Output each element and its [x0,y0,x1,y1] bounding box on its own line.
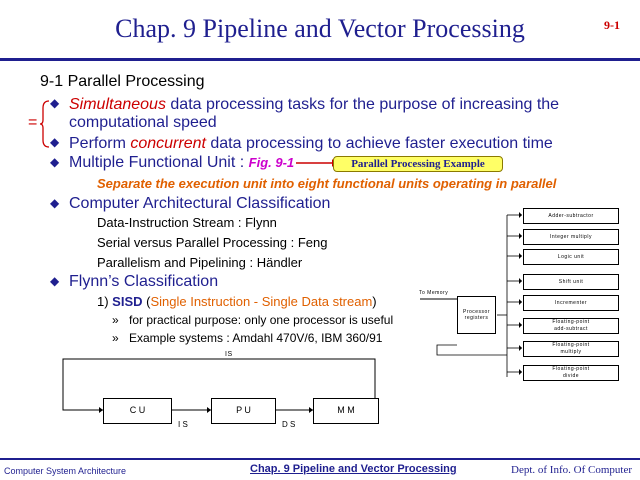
emphasis-concurrent: concurrent [130,135,206,152]
mm-label: M M [337,405,355,415]
functional-unit-label: Floating-point [552,319,590,325]
bullet-concurrent [69,135,553,153]
functional-unit-label: Floating-point [552,366,590,372]
ds-label: D S [282,420,296,429]
diamond-bullet-icon: ◆ [50,155,60,169]
sisd-description: Single Instruction - Single Data stream [150,294,373,309]
functional-unit [523,295,619,311]
classification-item: Serial versus Parallel Processing : Feng [97,235,328,250]
bullet-2-prefix: Perform [69,135,131,152]
sisd-sub-item: Example systems : Amdahl 470V/6, IBM 360/91 [129,331,383,345]
diamond-bullet-icon: ◆ [50,96,60,110]
functional-unit-label: divide [562,373,580,379]
sisd-number: 1) [97,294,113,309]
functional-unit-label: Shift unit [558,279,584,285]
sisd-acronym: SISD [112,294,143,309]
functional-unit [523,341,619,357]
sisd-open-paren: ( [142,294,151,309]
page-number: 9-1 [604,18,620,32]
bullet-architectural-classification: Computer Architectural Classification [69,195,331,212]
arrow-icon [296,158,336,168]
diamond-bullet-icon: ◆ [50,274,60,288]
parallel-processing-example-badge[interactable]: Parallel Processing Example [333,156,503,172]
chevron-right-icon: » [112,313,119,327]
bullet-flynn-classification: Flynn’s Classification [69,273,219,290]
is-top-label: IS [225,351,233,358]
is-label: I S [178,420,188,429]
section-heading: 9-1 Parallel Processing [40,73,205,90]
functional-unit [523,318,619,334]
sisd-line [97,294,377,309]
functional-unit [523,249,619,265]
functional-unit-label: Adder-subtractor [548,213,594,219]
fig-reference[interactable]: Fig. 9-1 [248,155,295,170]
functional-unit [523,208,619,224]
diamond-bullet-icon: ◆ [50,135,60,149]
to-memory-label: To Memory [419,290,449,296]
sisd-close-paren: ) [372,294,377,309]
bullet-2-text: data processing to achieve faster execution time [205,135,553,152]
sisd-sub-item: for practical purpose: only one processor is useful [129,313,394,327]
bullet-simultaneous [69,96,559,114]
processor-registers-box [457,296,496,334]
processor-registers-label: Processor [462,309,490,315]
equals-mark: = [28,114,38,131]
functional-unit [523,229,619,245]
chevron-right-icon: » [112,331,119,345]
bullet-1-text: data processing tasks for the purpose of increasing the [165,96,560,113]
brace-icon [40,100,50,148]
mm-box [313,398,379,424]
classification-item: Data-Instruction Stream : Flynn [97,215,277,230]
pu-box [211,398,276,424]
footer-divider [0,458,640,460]
bullet-multiple-functional-unit [69,154,294,172]
functional-unit-label: multiply [560,349,582,355]
cu-label: C U [129,405,146,415]
bullet-3-text: Multiple Functional Unit : [69,154,249,171]
processor-registers-label: registers [464,315,489,321]
diamond-bullet-icon: ◆ [50,196,60,210]
title-divider [0,58,640,61]
functional-unit-label: Integer multiply [550,234,592,240]
classification-item: Parallelism and Pipelining : Händler [97,255,303,270]
functional-unit-label: Incrementer [554,300,588,306]
functional-unit-note: Separate the execution unit into eight functional units operating in parallel [97,176,557,191]
page-title: Chap. 9 Pipeline and Vector Processing [115,14,525,43]
functional-unit [523,365,619,381]
functional-unit-label: add-subtract [554,326,588,332]
footer-chapter-link[interactable]: Chap. 9 Pipeline and Vector Processing [250,463,457,475]
functional-unit [523,274,619,290]
functional-unit-label: Logic unit [557,254,585,260]
emphasis-simultaneous: Simultaneous [69,96,166,113]
bullet-1-continuation: computational speed [69,114,217,131]
functional-unit-label: Floating-point [552,342,590,348]
footer-department: Dept. of Info. Of Computer [511,464,632,476]
footer-course: Computer System Architecture [4,466,127,476]
pu-label: P U [236,405,251,415]
cu-box [103,398,172,424]
